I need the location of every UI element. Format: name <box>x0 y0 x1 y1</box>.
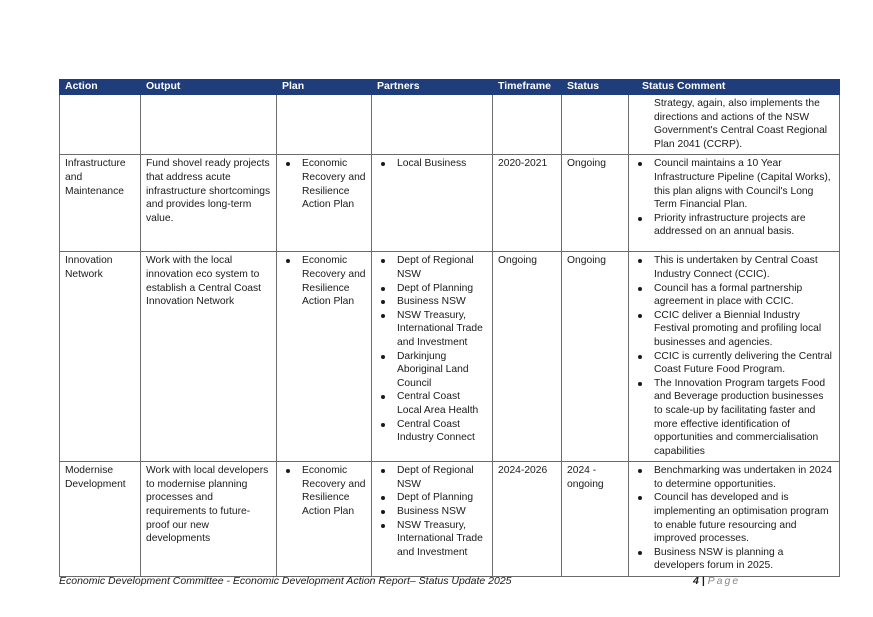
cell-status: Ongoing <box>562 155 629 252</box>
table-row <box>60 252 840 462</box>
table-row-continued <box>60 95 840 155</box>
partners-list <box>377 254 487 444</box>
action-table <box>59 79 840 577</box>
cell-status-comment <box>629 155 840 252</box>
cell-status-comment <box>629 462 840 577</box>
partner-item: Business NSW <box>397 505 487 519</box>
status-comment-item: Council has a formal partnership agreement in place with CCIC. <box>654 282 834 309</box>
cell-timeframe <box>493 95 562 155</box>
table-row <box>60 462 840 577</box>
cell-status <box>562 95 629 155</box>
cell-output: Fund shovel ready projects that address acute infrastructure shortcomings and provides long-term value. <box>141 155 277 252</box>
partner-item: Dept of Regional NSW <box>397 254 487 281</box>
plan-list <box>282 157 366 211</box>
status-comment-list <box>634 157 834 239</box>
partner-item: NSW Treasury, International Trade and Investment <box>397 309 487 350</box>
partner-item: Central Coast Industry Connect <box>397 418 487 445</box>
page-number: 4 <box>693 575 699 587</box>
table-row <box>60 155 840 252</box>
cell-action: Modernise Development <box>60 462 141 577</box>
cell-output <box>141 95 277 155</box>
cell-partners <box>372 462 493 577</box>
plan-list <box>282 464 366 518</box>
cell-timeframe: 2024-2026 <box>493 462 562 577</box>
status-comment-item: Council maintains a 10 Year Infrastructure Pipeline (Capital Works), this plan aligns with Council's Long Term Financial Plan. <box>654 157 834 211</box>
status-comment-list <box>634 254 834 458</box>
partner-item: Dept of Planning <box>397 282 487 296</box>
cell-output: Work with local developers to modernise planning processes and requirements to future-proof our new developments <box>141 462 277 577</box>
cell-output: Work with the local innovation eco system to establish a Central Coast Innovation Network <box>141 252 277 462</box>
partner-item: Dept of Regional NSW <box>397 464 487 491</box>
header-status: Status <box>562 80 629 95</box>
cell-partners <box>372 155 493 252</box>
status-comment-item: Business NSW is planning a developers forum in 2025. <box>654 546 834 573</box>
cell-partners <box>372 252 493 462</box>
cell-partners <box>372 95 493 155</box>
status-comment-item: CCIC deliver a Biennial Industry Festival promoting and profiling local businesses and agencies. <box>654 309 834 350</box>
cell-plan <box>277 155 372 252</box>
plan-item: Economic Recovery and Resilience Action Plan <box>302 255 366 308</box>
partners-list <box>377 464 487 559</box>
partner-item: NSW Treasury, International Trade and Investment <box>397 519 487 560</box>
cell-action: Infrastructure and Maintenance <box>60 155 141 252</box>
cell-action <box>60 95 141 155</box>
cell-status: 2024 - ongoing <box>562 462 629 577</box>
cell-plan <box>277 252 372 462</box>
page-separator: | <box>701 575 705 587</box>
plan-list <box>282 254 366 308</box>
cell-status-comment <box>629 252 840 462</box>
status-comment-item: The Innovation Program targets Food and Beverage production businesses to scale-up by facilitating faster and more effective identification of opportunities and commercialisation capabilities <box>654 377 834 459</box>
status-comment-list <box>634 464 834 573</box>
partner-item: Dept of Planning <box>397 491 487 505</box>
table-header-row <box>60 80 840 95</box>
status-comment-item: Priority infrastructure projects are addressed on an annual basis. <box>654 212 834 239</box>
header-action: Action <box>60 80 141 95</box>
footer-document-title: Economic Development Committee - Economic Development Action Report– Status Update 2025 <box>59 575 512 587</box>
cell-status: Ongoing <box>562 252 629 462</box>
cell-timeframe: Ongoing <box>493 252 562 462</box>
status-comment-item: Council has developed and is implementing an optimisation program to enable future resourcing and improved processes. <box>654 491 834 545</box>
page-word: Page <box>707 575 741 587</box>
header-status-comment: Status Comment <box>629 80 840 95</box>
partner-item: Business NSW <box>397 295 487 309</box>
partner-item: Central Coast Local Area Health <box>397 390 487 417</box>
cell-action: Innovation Network <box>60 252 141 462</box>
header-output: Output <box>141 80 277 95</box>
status-comment-item: CCIC is currently delivering the Central Coast Future Food Program. <box>654 350 834 377</box>
partner-item: Darkinjung Aboriginal Land Council <box>397 350 487 391</box>
cell-status-comment: Strategy, again, also implements the directions and actions of the NSW Government's Central Coast Regional Plan 2041 (CCRP). <box>629 95 840 155</box>
footer-page-indicator <box>693 575 740 587</box>
plan-item: Economic Recovery and Resilience Action Plan <box>302 158 366 211</box>
status-comment-item: Benchmarking was undertaken in 2024 to determine opportunities. <box>654 465 833 490</box>
status-comment-item: This is undertaken by Central Coast Industry Connect (CCIC). <box>654 254 834 281</box>
cell-plan <box>277 462 372 577</box>
partner-item: Local Business <box>397 157 487 171</box>
cell-plan <box>277 95 372 155</box>
partners-list <box>377 157 487 171</box>
plan-item: Economic Recovery and Resilience Action Plan <box>302 465 366 518</box>
cell-timeframe: 2020-2021 <box>493 155 562 252</box>
header-partners: Partners <box>372 80 493 95</box>
header-plan: Plan <box>277 80 372 95</box>
header-timeframe: Timeframe <box>493 80 562 95</box>
